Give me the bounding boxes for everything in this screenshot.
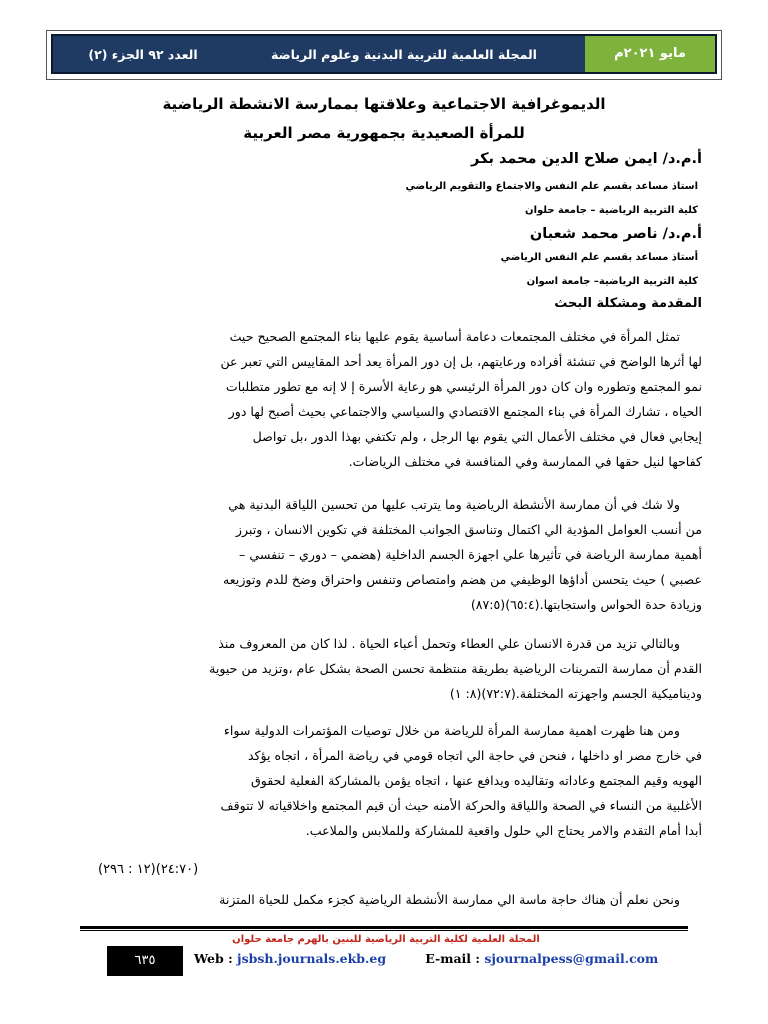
paragraph-2: [98, 492, 702, 617]
citation-reference: (١٢ : ٢٩٦)(٢٤:٧٠): [98, 862, 199, 877]
text-line: وبالتالي تزيد من قدرة الانسان علي العطاء وتحمل أعباء الحياة . لذا كان من المعروف منذ: [218, 636, 680, 651]
paragraph-3: [98, 631, 702, 706]
text-line: الحياه ، تشارك المرأة في بناء المجتمع الاقتصادي والسياسي والاجتماعي بحيث أصبح لها دور: [228, 404, 702, 419]
journal-name: المجلة العلمية للتربية البدنية وعلوم الرياضة: [271, 46, 537, 62]
text-line: ولا شك في أن ممارسة الأنشطة الرياضية وما يترتب عليها من تحسين اللياقة البدنية هي: [228, 497, 680, 512]
web-label: Web :: [194, 951, 233, 966]
author-1-position: استاذ مساعد بقسم علم النفس والاجتماع والتقويم الرياضي: [405, 181, 698, 192]
journal-header-bar: [51, 34, 717, 74]
text-line: كفاحها لنيل حقها في الممارسة وفي المنافسة في مختلف الرياضات.: [348, 454, 702, 469]
text-line: وديناميكية الجسم واجهزته المختلفة.(٧٢:٧)(٨: ١): [449, 686, 702, 701]
footer-contact: [194, 951, 658, 966]
text-line: في خارج مصر او داخلها ، فنحن في حاجة الي اتجاه قومي في رياضة المرأة ، اتجاه يؤكد: [247, 748, 702, 763]
text-line: أهمية ممارسة الرياضة في تأثيرها علي اجهزة الجسم الداخلية (هضمي – دوري – تنفسي –: [239, 547, 702, 562]
footer-divider-thin: [80, 930, 688, 931]
footer-journal-title: المجلة العلمية لكلية التربية الرياضية للبنين بالهرم جامعة حلوان: [232, 934, 540, 945]
author-2-faculty: كلية التربية الرياضية– جامعة اسوان: [526, 276, 698, 287]
issue-date: مايو ٢٠٢١م: [585, 36, 715, 72]
author-2-name: أ.م.د/ ناصر محمد شعبان: [529, 226, 702, 242]
issue-label: العدد ٩٢ الجزء (٢): [88, 46, 198, 62]
text-line: الأغلبية من النساء في الصحة واللياقة والحركة الأمنه حيث أن قيم المجتمع واخلاقياته لا تتوقف: [220, 798, 702, 813]
paragraph-4: [98, 718, 702, 843]
author-1-faculty: كلية التربية الرياضية – جامعة حلوان: [525, 205, 698, 216]
text-line: ومن هنا ظهرت اهمية ممارسة المرأة للرياضة من خلال توصيات المؤتمرات الدولية سواء: [223, 723, 680, 738]
email-link[interactable]: sjournalpess@gmail.com: [484, 951, 659, 966]
text-line: أبدا أمام التقدم والامر يحتاج الي حلول واقعية للمشاركة وللملابس والملاعب.: [305, 823, 702, 838]
text-line: نمو المجتمع وتطوره وان كان دور المرأة الرئيسي هو رعاية الأسرة إ لا إنه مع تطور متطلبات: [225, 379, 702, 394]
email-label: E-mail :: [425, 951, 481, 966]
author-1-name: أ.م.د/ ايمن صلاح الدين محمد بكر: [471, 151, 702, 167]
text-line: وزيادة حدة الحواس واستجابتها.(٦٥:٤)(٨٧:٥): [470, 597, 702, 612]
article-title-line-2: للمرأة الصعيدية بجمهورية مصر العربية: [243, 124, 525, 142]
text-line: الهويه وقيم المجتمع وعاداته وتقاليده ويدافع عنها ، اتجاه يؤمن بالمشاركة الفعلية لحقوق: [250, 773, 702, 788]
paragraph-5: [98, 887, 702, 912]
footer-divider: [80, 926, 688, 929]
page-number: ٦٣٥: [107, 946, 183, 976]
section-heading: المقدمة ومشكلة البحث: [554, 296, 702, 311]
text-line: تمثل المرأة في مختلف المجتمعات دعامة أساسية يقوم عليها بناء المجتمع الصحيح حيث: [229, 329, 680, 344]
author-2-position: أستاذ مساعد بقسم علم النفس الرياضي: [500, 252, 698, 263]
text-line: ونحن نعلم أن هناك حاجة ماسة الي ممارسة الأنشطة الرياضية كجزء مكمل للحياة المتزنة: [219, 892, 680, 907]
text-line: عصبي ) حيث يتحسن أداؤها الوظيفي من هضم وامتصاص وتنفس واحتراق وضخ للدم وتوزيعه: [222, 572, 702, 587]
website-link[interactable]: jsbsh.journals.ekb.eg: [237, 951, 387, 966]
text-line: لها أثرها الواضح في تنشئة أفراده ورعايتهم، بل إن دور المرأة يعد أحد المقاييس التي تعبر عن: [220, 354, 702, 369]
article-title-line-1: الديموغرافية الاجتماعية وعلاقتها بممارسة الانشطة الرياضية: [162, 95, 606, 113]
paragraph-1: [98, 324, 702, 474]
text-line: القدم أن ممارسة التمرينات الرياضية بطريقة منتظمة تحسن الصحة بشكل عام ،وتزيد من حيوية: [209, 661, 702, 676]
text-line: من أنسب العوامل المؤدية الي اكتمال وتناسق الجوانب المختلفة في تكوين الانسان ، وتبرز: [235, 522, 702, 537]
text-line: إيجابي فعال في مختلف الأعمال التي يقوم بها الرجل ، ولم تكتفي بهذا الدور ،بل تواصل: [252, 429, 702, 444]
